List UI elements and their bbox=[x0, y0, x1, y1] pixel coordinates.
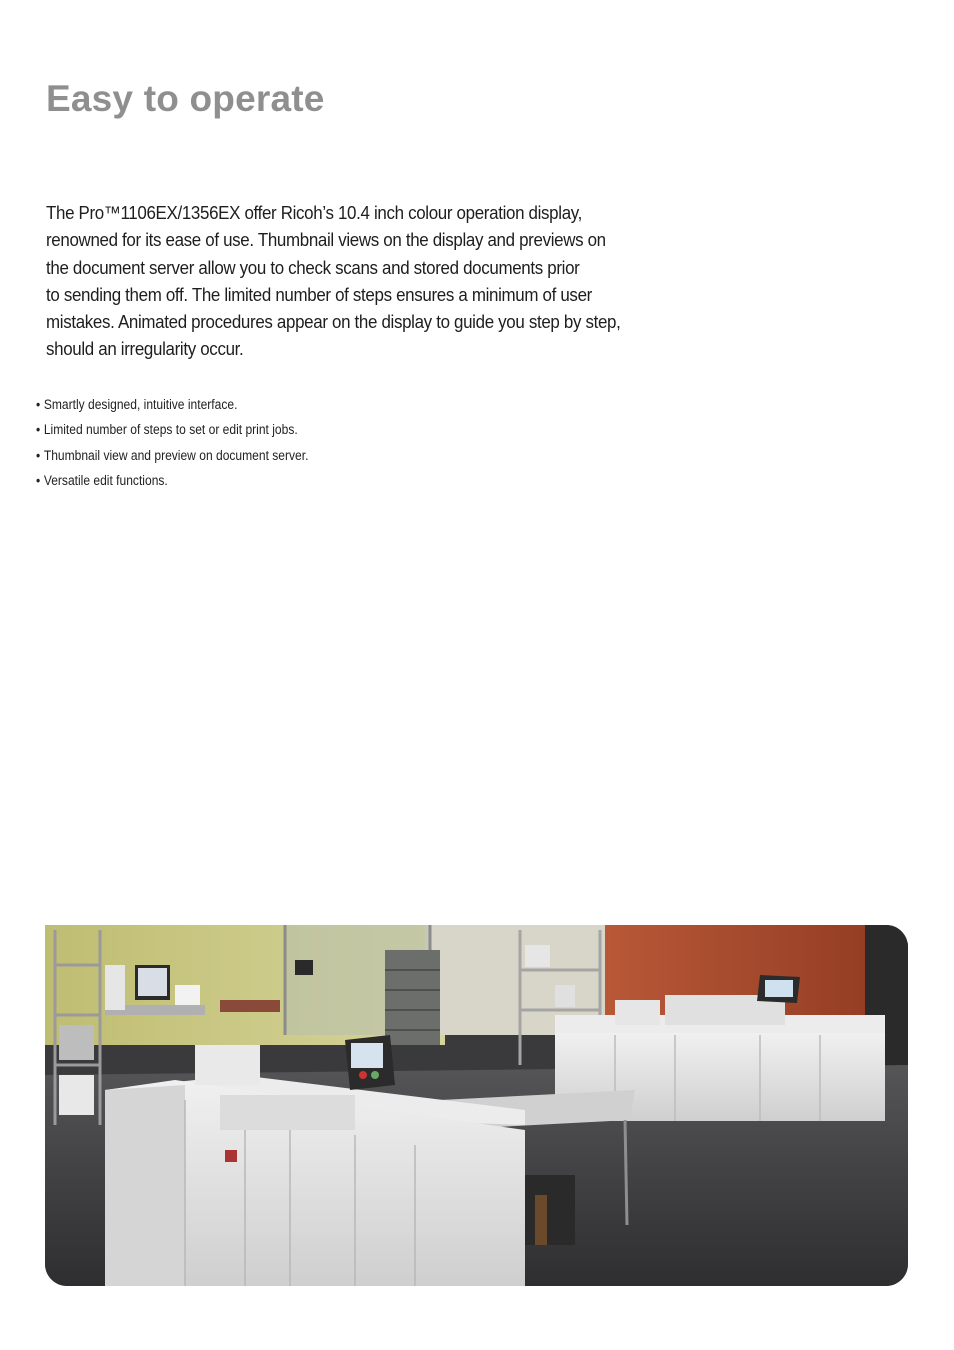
bullet-icon: • bbox=[36, 422, 41, 438]
feature-text: Smartly designed, intuitive interface. bbox=[43, 397, 238, 412]
intro-paragraph bbox=[46, 200, 641, 364]
intro-line: mistakes. Animated procedures appear on the display to guide you step by step, bbox=[46, 312, 621, 333]
intro-line: renowned for its ease of use. Thumbnail views on the display and previews on bbox=[46, 230, 606, 251]
bullet-icon: • bbox=[36, 397, 41, 412]
intro-line: The Pro™1106EX/1356EX offer Ricoh’s 10.4 inch colour operation display, bbox=[46, 203, 583, 223]
intro-line: to sending them off. The limited number of steps ensures a minimum of user bbox=[46, 284, 592, 305]
feature-list-item bbox=[36, 394, 308, 419]
bullet-icon: • bbox=[36, 447, 41, 463]
feature-list bbox=[36, 394, 308, 495]
feature-text: Limited number of steps to set or edit print jobs. bbox=[43, 422, 298, 438]
photo-illustration bbox=[45, 925, 908, 1286]
intro-line: the document server allow you to check scans and stored documents prior bbox=[46, 257, 580, 278]
page-title: Easy to operate bbox=[46, 78, 325, 119]
feature-text: Versatile edit functions. bbox=[43, 472, 168, 488]
office-print-room-photo bbox=[45, 925, 908, 1286]
feature-text: Thumbnail view and preview on document server. bbox=[43, 447, 309, 463]
intro-line: should an irregularity occur. bbox=[46, 339, 244, 360]
feature-list-item bbox=[36, 419, 308, 444]
feature-list-item bbox=[36, 445, 308, 470]
feature-list-item bbox=[36, 470, 308, 495]
bullet-icon: • bbox=[36, 472, 41, 488]
